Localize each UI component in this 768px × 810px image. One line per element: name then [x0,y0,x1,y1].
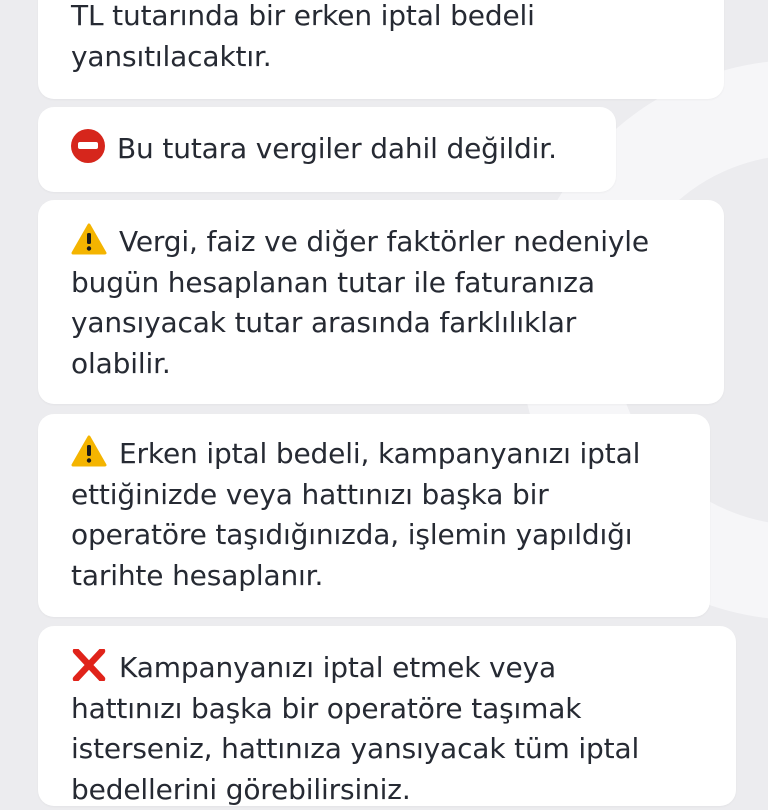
message-text: olabilir. [71,346,171,380]
message-text: yansıyacak tutar arasında farklılıklar [71,306,577,339]
message-text: Vergi, faiz ve diğer faktörler nedeniyle [119,225,649,258]
message-text: hattınızı başka bir operatöre taşımak [71,691,582,725]
message-text: Bu tutara vergiler dahil değildir. [117,132,557,165]
message-text: ettiğinizde veya hattınızı başka bir [71,477,549,511]
message-text: operatöre taşıdığınızda, işlemin yapıldığı [71,518,633,551]
message-bubble [38,626,736,806]
message-text: bugün hesaplanan tutar ile faturanıza [71,265,595,299]
message-text: bedellerini görebilirsiniz. [71,772,411,806]
warning-icon [71,223,107,255]
cross-icon [71,649,107,681]
message-text: Erken iptal bedeli, kampanyanızı iptal [119,437,641,470]
no-entry-icon [71,129,105,163]
message-bubble [38,414,710,617]
message-text: TL tutarında bir erken iptal bedeli [71,0,535,32]
message-text: yansıtılacaktır. [71,39,272,73]
warning-icon [71,435,107,467]
message-text: tarihte hesaplanır. [71,558,324,592]
message-text: isterseniz, hattınıza yansıyacak tüm iptal [71,732,640,765]
message-bubble [38,0,724,99]
message-bubble [38,200,724,404]
message-bubble [38,107,616,192]
message-text: Kampanyanızı iptal etmek veya [119,651,556,684]
